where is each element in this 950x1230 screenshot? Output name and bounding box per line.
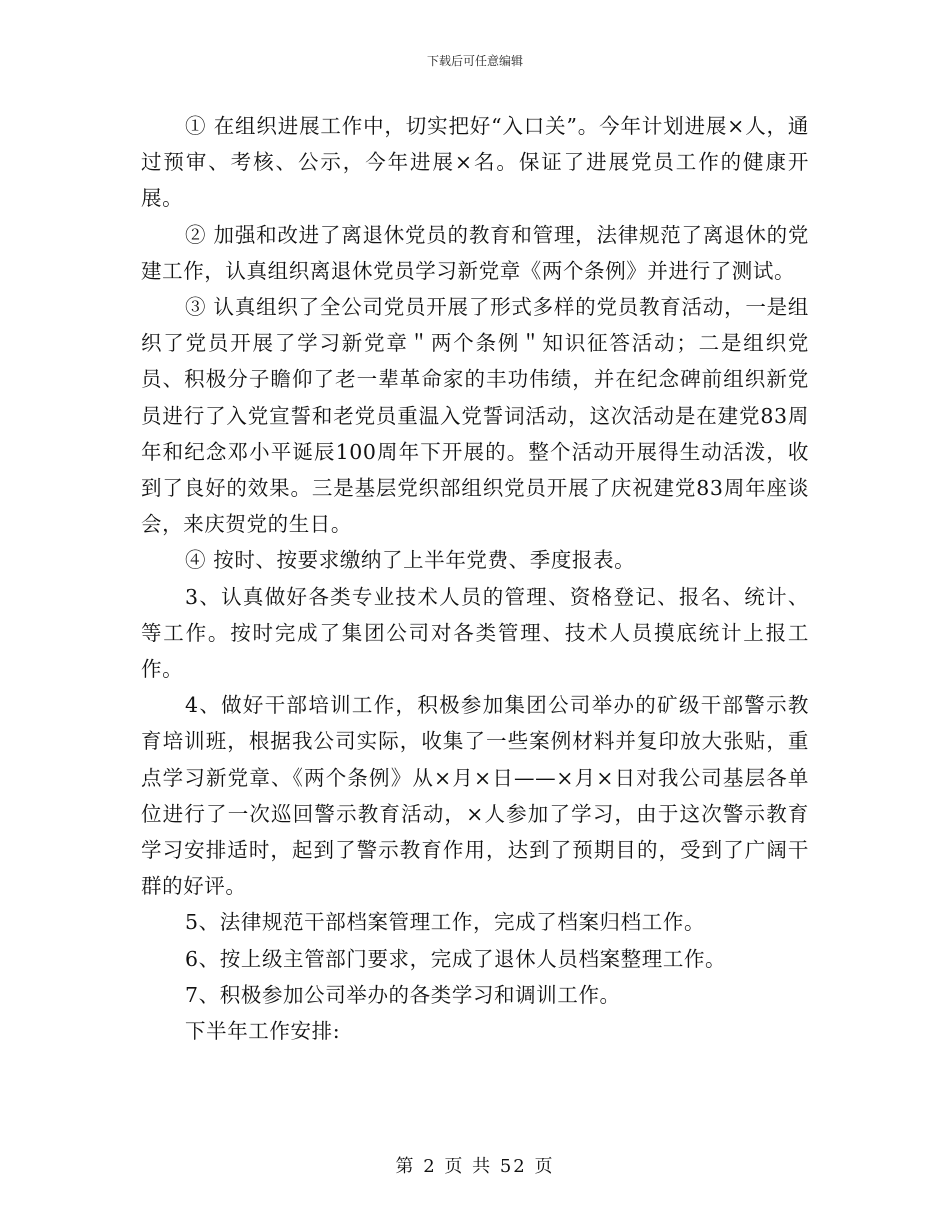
paragraph-item-3: ③ 认真组织了全公司党员开展了形式多样的党员教育活动，一是组织了党员开展了学习新党章＂两个条例＂知识征答活动；二是组织党员、积极分子瞻仰了老一辈革命家的丰功伟绩，并在纪念碑前组织新党员进行了入党宣誓和老党员重温入党誓词活动，这次活动是在建党83周年和纪念邓小平诞辰100周年下开展的。整个活动开展得生动活泼，收到了良好的效果。三是基层党织部组织党员开展了庆祝建党83周年座谈会，来庆贺党的生日。 xyxy=(141,295,809,537)
section-heading-next-half: 下半年工作安排: xyxy=(185,1019,341,1044)
paragraph-item-4: ④ 按时、按要求缴纳了上半年党费、季度报表。 xyxy=(185,548,636,573)
paragraph-item-1: ① 在组织进展工作中，切实把好“入口关”。今年计划进展×人，通过预审、考核、公示，今年进展×名。保证了进展党员工作的健康开展。 xyxy=(141,114,809,211)
paragraph-item-2: ② 加强和改进了离退休党员的教育和管理，法律规范了离退休的党建工作，认真组织离退休党员学习新党章《两个条例》并进行了测试。 xyxy=(141,222,809,283)
page-footer: 第 2 页 共 52 页 xyxy=(395,1156,555,1177)
paragraph-section-3: 3、认真做好各类专业技术人员的管理、资格登记、报名、统计、等工作。按时完成了集团公司对各类管理、技术人员摸底统计上报工作。 xyxy=(141,584,809,682)
paragraph-section-5: 5、法律规范干部档案管理工作，完成了档案归档工作。 xyxy=(185,910,706,935)
paragraph-section-7: 7、积极参加公司举办的各类学习和调训工作。 xyxy=(185,982,621,1007)
paragraph-section-6: 6、按上级主管部门要求，完成了退休人员档案整理工作。 xyxy=(185,946,727,971)
page-header: 下载后可任意编辑 xyxy=(426,54,523,68)
document-body xyxy=(141,108,809,1049)
paragraph-section-4: 4、做好干部培训工作，积极参加集团公司举办的矿级干部警示教育培训班，根据我公司实际，收集了一些案例材料并复印放大张贴，重点学习新党章、《两个条例》从×月×日——×月×日对我公司基层各单位进行了一次巡回警示教育活动，×人参加了学习，由于这次警示教育学习安排适时，起到了警示教育作用，达到了预期目的，受到了广阔干群的好评。 xyxy=(141,693,809,899)
